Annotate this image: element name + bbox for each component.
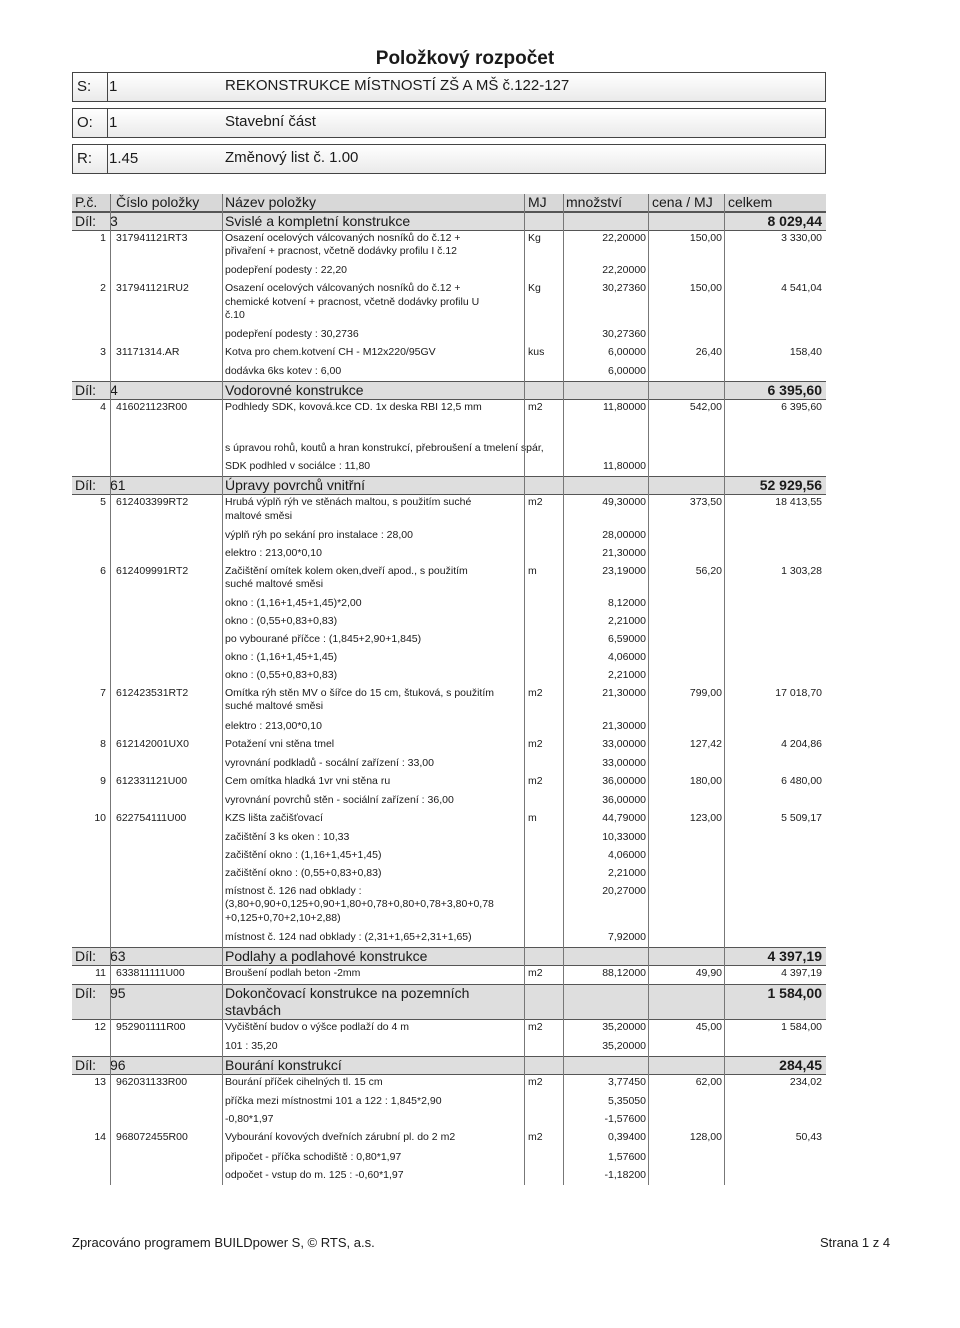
item-code: 612403399RT2 <box>116 496 189 509</box>
table-row <box>72 810 826 828</box>
measure-text: vyrovnání podkladů - socální zařízení : 33,00 <box>225 756 434 769</box>
table-row <box>72 773 826 791</box>
measure-quantity: 33,00000 <box>602 756 646 769</box>
measure-quantity: 1,57600 <box>608 1150 646 1163</box>
header-value: 1 <box>109 114 118 131</box>
column-rule <box>648 194 649 1185</box>
item-total: 4 541,04 <box>781 282 822 295</box>
item-number: 9 <box>100 774 106 787</box>
item-unit-price: 128,00 <box>689 1131 722 1144</box>
section-row <box>72 984 826 1020</box>
measure-quantity: 22,20000 <box>602 264 646 277</box>
item-name: maltové směsi <box>225 509 293 522</box>
item-unit-price: 799,00 <box>689 687 722 700</box>
measure-text: příčka mezi místnostmi 101 a 122 : 1,845*2,90 <box>225 1095 442 1108</box>
item-unit-price: 49,90 <box>695 966 722 979</box>
item-quantity: 33,00000 <box>602 737 646 750</box>
header-divider <box>107 73 108 101</box>
item-name: Omítka rýh stěn MV o šířce do 15 cm, štuková, s použitím <box>225 687 495 700</box>
measure-row <box>72 883 826 928</box>
item-name: Vybourání kovových dveřních zárubní pl. do 2 m2 <box>225 1131 456 1144</box>
item-quantity: 22,20000 <box>602 232 646 244</box>
item-name: Hrubá výplň rýh ve stěnách maltou, s použitím suché <box>225 496 472 509</box>
measure-row <box>72 440 826 457</box>
item-code: 612423531RT2 <box>116 687 189 700</box>
section-total: 52 929,56 <box>759 477 822 494</box>
section-code: 96 <box>110 1057 126 1074</box>
header-code: O: <box>77 114 93 131</box>
measure-text: začištění okno : (1,16+1,45+1,45) <box>225 849 382 862</box>
section-name: Svislé a kompletní konstrukce <box>225 213 411 229</box>
measure-row <box>72 847 826 864</box>
measure-quantity: -1,57600 <box>604 1113 646 1126</box>
measure-quantity: 5,35050 <box>608 1095 646 1108</box>
item-code: 612142001UX0 <box>116 737 189 750</box>
measure-text: SDK podhled v sociálce : 11,80 <box>225 460 371 473</box>
header-code: R: <box>77 150 92 167</box>
section-label: Díl: <box>75 213 96 229</box>
item-code: 968072455R00 <box>116 1131 188 1144</box>
item-quantity: 88,12000 <box>602 966 646 979</box>
measure-text: podepření podesty : 22,20 <box>225 264 348 277</box>
item-unit: m2 <box>528 1076 543 1089</box>
measure-row <box>72 527 826 544</box>
header-divider <box>107 109 108 137</box>
measure-text: okno : (1,16+1,45+1,45) <box>225 651 338 664</box>
item-quantity: 49,30000 <box>602 496 646 509</box>
item-total: 50,43 <box>795 1131 822 1144</box>
measure-quantity: 11,80000 <box>602 460 646 473</box>
item-unit: kus <box>528 346 545 358</box>
col-cena: cena / MJ <box>652 194 713 210</box>
section-label: Díl: <box>75 477 96 494</box>
section-name: Dokončovací konstrukce na pozemních <box>225 985 470 1001</box>
header-row-objekt <box>72 108 826 138</box>
item-name: Bourání příček cihelných tl. 15 cm <box>225 1076 383 1089</box>
item-number: 7 <box>100 687 106 700</box>
section-code: 95 <box>110 985 126 1001</box>
header-name: Stavební část <box>225 113 316 130</box>
item-unit-price: 373,50 <box>689 496 722 509</box>
measure-row <box>72 1038 826 1055</box>
header-row-stavba <box>72 72 826 102</box>
measure-quantity: 4,06000 <box>608 849 646 862</box>
col-mnozstvi: množství <box>566 194 623 210</box>
section-row <box>72 212 826 231</box>
measure-text: vyrovnání povrchů stěn - sociální zařízení : 36,00 <box>225 794 454 806</box>
table-row <box>72 494 826 525</box>
item-unit-price: 26,40 <box>695 346 722 358</box>
column-rule <box>222 194 223 1185</box>
section-row <box>72 947 826 966</box>
table-row <box>72 1074 826 1092</box>
measure-quantity: 2,21000 <box>608 867 646 880</box>
item-total: 18 413,55 <box>775 496 822 509</box>
item-unit: Kg <box>528 282 541 295</box>
item-quantity: 35,20000 <box>602 1021 646 1033</box>
item-quantity: 36,00000 <box>602 774 646 787</box>
item-unit: Kg <box>528 232 541 244</box>
section-total: 284,45 <box>779 1057 822 1074</box>
measure-quantity: 2,21000 <box>608 669 646 682</box>
item-number: 6 <box>100 564 106 577</box>
section-total: 8 029,44 <box>767 213 822 229</box>
measure-quantity: 8,12000 <box>608 597 646 610</box>
header-name: Změnový list č. 1.00 <box>225 149 359 166</box>
item-name: Potažení vni stěna tmel <box>225 737 335 750</box>
col-nazev: Název položky <box>225 194 317 210</box>
page-title: Položkový rozpočet <box>375 48 555 69</box>
measure-row <box>72 326 826 343</box>
item-name: Osazení ocelových válcovaných nosníků do č.12 + <box>225 232 461 244</box>
measure-row <box>72 1149 826 1166</box>
item-unit: m <box>528 564 537 577</box>
section-code: 4 <box>110 382 118 399</box>
measure-text: místnost č. 124 nad obklady : (2,31+1,65+2,31+1,65) <box>225 930 472 943</box>
measure-quantity: 7,92000 <box>608 930 646 943</box>
item-unit-price: 62,00 <box>695 1076 722 1089</box>
measure-row <box>72 1093 826 1110</box>
item-total: 1 584,00 <box>781 1021 822 1033</box>
col-cislo: Číslo položky <box>116 194 200 210</box>
table-row <box>72 965 826 983</box>
item-code: 952901111R00 <box>116 1021 186 1033</box>
section-total: 1 584,00 <box>767 985 822 1001</box>
item-number: 11 <box>95 966 106 979</box>
measure-row <box>72 792 826 809</box>
col-pc: P.č. <box>75 194 98 210</box>
header-code: S: <box>77 78 92 95</box>
section-total: 4 397,19 <box>767 947 822 964</box>
item-number: 3 <box>100 346 106 358</box>
measure-text: výplň rýh po sekání pro instalace : 28,00 <box>225 528 413 541</box>
col-celkem: celkem <box>728 194 773 210</box>
column-rule <box>724 194 725 1185</box>
section-label: Díl: <box>75 382 96 399</box>
item-total: 17 018,70 <box>775 687 822 700</box>
item-number: 2 <box>100 282 106 295</box>
item-quantity: 23,19000 <box>602 564 646 577</box>
measure-row <box>72 718 826 735</box>
table-row <box>72 563 826 594</box>
item-unit: m2 <box>528 966 543 979</box>
table-row <box>72 344 826 362</box>
section-label: Díl: <box>75 1057 96 1074</box>
measure-row <box>72 363 826 380</box>
measure-text: začištění okno : (0,55+0,83+0,83) <box>225 867 382 880</box>
section-name: Bourání konstrukcí <box>225 1057 342 1074</box>
section-name-cont: stavbách <box>225 1002 282 1018</box>
table-row <box>72 736 826 754</box>
section-code: 3 <box>110 213 118 229</box>
measure-quantity: 36,00000 <box>602 794 646 806</box>
item-quantity: 0,39400 <box>608 1131 646 1144</box>
item-name: chemické kotvení + pracnost, včetně dodávky profilu U <box>225 295 480 308</box>
measure-quantity: 4,06000 <box>608 651 646 664</box>
item-unit-price: 45,00 <box>695 1021 722 1033</box>
item-name: suché maltové směsi <box>225 577 324 590</box>
item-total: 3 330,00 <box>781 232 822 244</box>
measure-row <box>72 1111 826 1128</box>
item-code: 612331121U00 <box>116 774 188 787</box>
page-number: Strana 1 z 4 <box>820 1235 891 1250</box>
measure-row <box>72 613 826 630</box>
item-unit: m2 <box>528 1131 543 1144</box>
measure-quantity: 21,30000 <box>602 719 646 732</box>
table-row <box>72 280 826 325</box>
table-row <box>72 399 826 439</box>
header-divider <box>107 145 108 173</box>
measure-row <box>72 929 826 946</box>
item-unit: m <box>528 812 537 824</box>
item-unit-price: 127,42 <box>689 737 722 750</box>
item-code: 31171314.AR <box>116 346 180 358</box>
col-mj: MJ <box>528 194 547 210</box>
section-row <box>72 476 826 495</box>
item-total: 234,02 <box>789 1076 822 1089</box>
item-unit: m2 <box>528 401 543 414</box>
item-code: 612409991RT2 <box>116 564 189 577</box>
measure-row <box>72 649 826 666</box>
item-unit: m2 <box>528 774 543 787</box>
measure-text: odpočet - vstup do m. 125 : -0,60*1,97 <box>225 1168 404 1181</box>
column-rule <box>110 194 111 1185</box>
item-total: 4 397,19 <box>781 966 822 979</box>
item-unit: m2 <box>528 687 543 700</box>
item-name: KZS lišta začišťovací <box>225 812 323 824</box>
table-row <box>72 1019 826 1037</box>
measure-row <box>72 865 826 882</box>
measure-text: místnost č. 126 nad obklady : <box>225 885 362 898</box>
item-name: suché maltové směsi <box>225 700 324 713</box>
header-name: REKONSTRUKCE MÍSTNOSTÍ ZŠ A MŠ č.122-127 <box>225 77 570 94</box>
table-row <box>72 1129 826 1147</box>
item-quantity: 6,00000 <box>608 346 646 358</box>
measure-quantity: 2,21000 <box>608 615 646 628</box>
section-code: 63 <box>110 947 126 964</box>
measure-row <box>72 595 826 612</box>
measure-row <box>72 755 826 772</box>
item-code: 633811111U00 <box>116 966 185 979</box>
item-number: 1 <box>100 232 106 244</box>
item-code: 416021123R00 <box>116 401 188 414</box>
item-unit-price: 180,00 <box>689 774 722 787</box>
item-unit-price: 150,00 <box>689 282 722 295</box>
item-unit: m2 <box>528 737 543 750</box>
measure-row <box>72 829 826 846</box>
item-code: 317941121RU2 <box>116 282 189 295</box>
section-name: Podlahy a podlahové konstrukce <box>225 947 428 964</box>
section-total: 6 395,60 <box>767 382 822 399</box>
item-total: 1 303,28 <box>781 564 822 577</box>
item-name: Cem omítka hladká 1vr vni stěna ru <box>225 774 391 787</box>
measure-quantity: 30,27360 <box>602 328 646 340</box>
measure-row <box>72 631 826 648</box>
item-number: 5 <box>100 496 106 509</box>
item-name: Vyčištění budov o výšce podlaží do 4 m <box>225 1021 410 1033</box>
item-quantity: 3,77450 <box>608 1076 646 1089</box>
measure-text: po vybourané příčce : (1,845+2,90+1,845) <box>225 633 422 646</box>
section-row <box>72 1056 826 1075</box>
measure-quantity: -1,18200 <box>604 1168 646 1181</box>
measure-text: začištění 3 ks oken : 10,33 <box>225 831 350 844</box>
table-row <box>72 685 826 716</box>
measure-text: dodávka 6ks kotev : 6,00 <box>225 365 342 378</box>
item-code: 962031133R00 <box>116 1076 188 1089</box>
budget-table <box>72 194 826 1181</box>
footer-credit: Zpracováno programem BUILDpower S, © RTS, a.s. <box>72 1235 375 1250</box>
item-number: 4 <box>100 401 106 414</box>
measure-quantity: 35,20000 <box>602 1040 646 1053</box>
item-total: 6 480,00 <box>781 774 822 787</box>
measure-row <box>72 1167 826 1184</box>
item-name: č.10 <box>225 308 245 321</box>
measure-row <box>72 545 826 562</box>
measure-quantity: 21,30000 <box>602 546 646 559</box>
measure-text: okno : (0,55+0,83+0,83) <box>225 615 338 628</box>
item-quantity: 21,30000 <box>602 687 646 700</box>
item-name: Broušení podlah beton -2mm <box>225 966 361 979</box>
header-row-rozpocet <box>72 144 826 174</box>
item-code: 317941121RT3 <box>116 232 188 244</box>
measure-quantity: 20,27000 <box>602 885 646 898</box>
section-row <box>72 381 826 400</box>
item-unit: m2 <box>528 496 543 509</box>
item-number: 8 <box>100 737 106 750</box>
item-total: 6 395,60 <box>781 401 822 414</box>
column-rule <box>524 194 525 1185</box>
item-total: 4 204,86 <box>781 737 822 750</box>
measure-text: s úpravou rohů, koutů a hran konstrukcí, přebroušení a tmelení spár, <box>225 442 544 455</box>
item-name: přivaření + pracnost, včetně dodávky profilu I č.12 <box>225 245 457 258</box>
section-label: Díl: <box>75 985 96 1001</box>
measure-quantity: 28,00000 <box>602 528 646 541</box>
column-rule <box>563 194 564 1185</box>
item-quantity: 44,79000 <box>602 812 646 824</box>
section-code: 61 <box>110 477 126 494</box>
measure-quantity: 6,59000 <box>608 633 646 646</box>
item-unit-price: 542,00 <box>689 401 722 414</box>
measure-text: připočet - příčka schodiště : 0,80*1,97 <box>225 1150 402 1163</box>
measure-text: +0,125+0,70+2,10+2,88) <box>225 911 341 924</box>
item-code: 622754111U00 <box>116 812 187 824</box>
item-total: 5 509,17 <box>781 812 822 824</box>
item-unit-price: 123,00 <box>689 812 722 824</box>
item-unit: m2 <box>528 1021 543 1033</box>
header-value: 1 <box>109 78 118 95</box>
table-header-row <box>72 194 826 212</box>
item-number: 13 <box>94 1076 106 1089</box>
measure-text: okno : (1,16+1,45+1,45)*2,00 <box>225 597 362 610</box>
measure-text: (3,80+0,90+0,125+0,90+1,80+0,78+0,80+0,78+3,80+0,78 <box>225 898 494 911</box>
section-label: Díl: <box>75 947 96 964</box>
measure-quantity: 6,00000 <box>608 365 646 378</box>
measure-text: okno : (0,55+0,83+0,83) <box>225 669 338 682</box>
item-name: Začištění omítek kolem oken,dveří apod., s použitím <box>225 564 468 577</box>
measure-text: podepření podesty : 30,2736 <box>225 328 359 340</box>
item-quantity: 11,80000 <box>602 401 646 414</box>
item-number: 14 <box>94 1131 106 1144</box>
item-name: Osazení ocelových válcovaných nosníků do č.12 + <box>225 282 461 295</box>
item-name: Kotva pro chem.kotvení CH - M12x220/95GV <box>225 346 436 358</box>
measure-row <box>72 262 826 279</box>
item-total: 158,40 <box>789 346 822 358</box>
measure-quantity: 10,33000 <box>602 831 646 844</box>
section-name: Vodorovné konstrukce <box>225 382 364 399</box>
measure-text: elektro : 213,00*0,10 <box>225 546 322 559</box>
item-name: Podhledy SDK, kovová.kce CD. 1x deska RBI 12,5 mm <box>225 401 482 414</box>
header-value: 1.45 <box>109 150 139 167</box>
item-unit-price: 150,00 <box>689 232 722 244</box>
item-unit-price: 56,20 <box>695 564 722 577</box>
measure-text: -0,80*1,97 <box>225 1113 274 1126</box>
item-number: 10 <box>94 812 106 824</box>
table-row <box>72 230 826 261</box>
section-name: Úpravy povrchů vnitřní <box>225 477 366 494</box>
measure-row <box>72 458 826 475</box>
measure-row <box>72 667 826 684</box>
measure-text: 101 : 35,20 <box>225 1040 278 1053</box>
item-quantity: 30,27360 <box>602 282 646 295</box>
item-number: 12 <box>94 1021 106 1033</box>
measure-text: elektro : 213,00*0,10 <box>225 719 322 732</box>
